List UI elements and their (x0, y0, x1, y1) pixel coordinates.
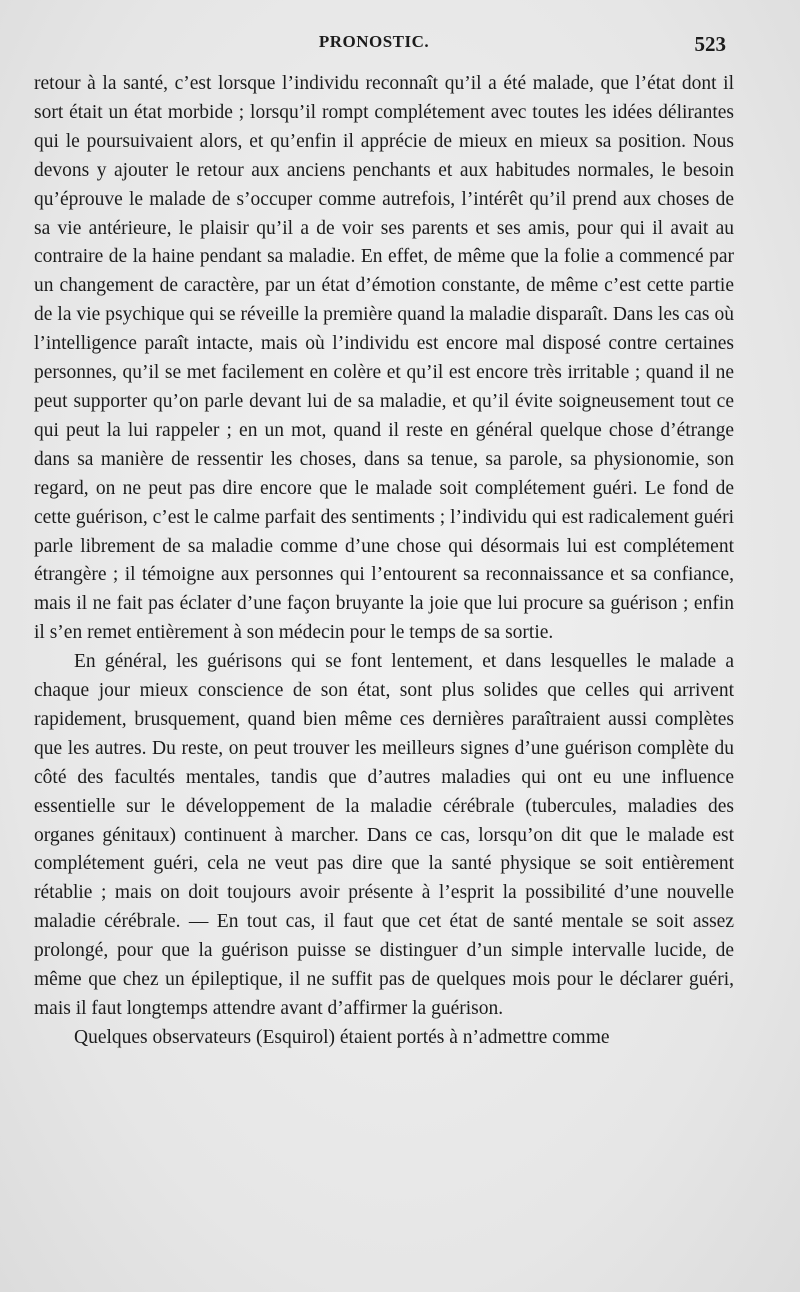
page-header (34, 32, 726, 60)
body-text (34, 70, 734, 1053)
running-title: PRONOSTIC. (318, 32, 430, 51)
page-number: 523 (694, 32, 726, 56)
paragraph: retour à la santé, c’est lorsque l’individu reconnaît qu’il a été malade, que l’état dont il sort était un état morbide ; lorsqu’il rompt complétement avec toutes les idées délirantes qui le poursuivaient alors, et qu’enfin il apprécie de mieux en mieux sa position. Nous devons y ajouter le retour aux anciens penchants et aux habitudes normales, le besoin qu’éprouve le malade de s’occuper comme autrefois, l’intérêt qu’il prend aux choses de sa vie antérieure, le plaisir qu’il a de voir ses parents et ses amis, pour qui il avait au contraire de la haine pendant sa maladie. En effet, de même que la folie a commencé par un changement de caractère, par un état d’émotion constante, de même c’est cette partie de la vie psychique qui se réveille la première quand la maladie disparaît. Dans les cas où l’intelligence paraît intacte, mais où l’individu est encore mal disposé contre certaines personnes, qu’il se met facilement en colère et qu’il est encore très irritable ; quand il ne peut supporter qu’on parle devant lui de sa maladie, et qu’il évite soigneusement tout ce qui peut la lui rappeler ; en un mot, quand il reste en général quelque chose d’étrange dans sa manière de ressentir les choses, dans sa tenue, sa parole, sa physionomie, son regard, on ne peut pas dire encore que le malade soit complétement guéri. Le fond de cette guérison, c’est le calme parfait des sentiments ; l’individu qui est radicalement guéri parle librement de sa maladie comme d’une chose qui désormais lui est complétement étrangère ; il témoigne aux personnes qui l’entourent sa reconnaissance et sa confiance, mais il ne fait pas éclater d’une façon bruyante la joie que lui procure sa guérison ; enfin il s’en remet entièrement à son médecin pour le temps de sa sortie. (34, 73, 734, 644)
paragraph: En général, les guérisons qui se font lentement, et dans lesquelles le malade a chaque jour mieux conscience de son état, sont plus solides que celles qui arrivent rapidement, brusquement, quand bien même ces dernières paraîtraient aussi complètes que les autres. Du reste, on peut trouver les meilleurs signes d’une guérison complète du côté des facultés mentales, tandis que d’autres maladies qui ont eu une influence essentielle sur le développement de la maladie cérébrale (tubercules, maladies des organes génitaux) continuent à marcher. Dans ce cas, lorsqu’on dit que le malade est complétement guéri, cela ne veut pas dire que la santé physique se soit entièrement rétablie ; mais on doit toujours avoir présente à l’esprit la possibilité d’une nouvelle maladie cérébrale. — En tout cas, il faut que cet état de santé mentale se soit assez prolongé, pour que la guérison puisse se distinguer d’un simple intervalle lucide, de même que chez un épileptique, il ne suffit pas de quelques mois pour le déclarer guéri, mais il faut longtemps attendre avant d’affirmer la guérison. (34, 651, 734, 1019)
paragraph: Quelques observateurs (Esquirol) étaient portés à n’admettre comme (74, 1026, 610, 1048)
